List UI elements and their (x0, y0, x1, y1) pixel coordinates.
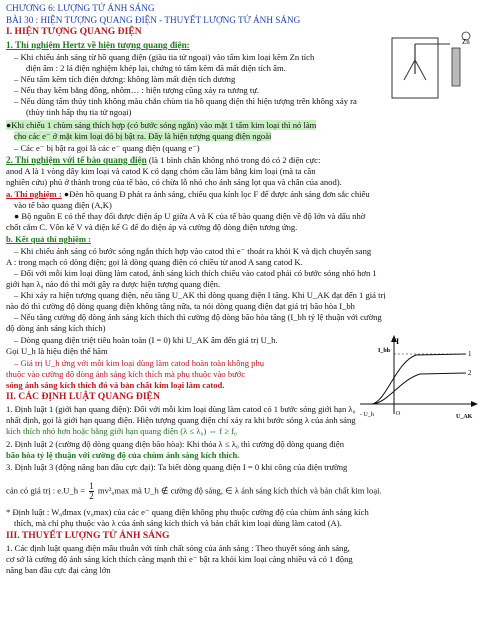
law2-line-1: 2. Định luật 2 (cường độ dòng quang điện bão hòa): Khi thỏa λ ≤ λ₀ thì cường độ dòng quang điện (6, 439, 345, 449)
experiment-line-3: ● Bộ nguồn E có thể thay đổi được điện áp U giữa A và K của tế bào quang điện về độ lớn và dấu nhờ (14, 211, 366, 221)
photocell-heading: 2. Thí nghiệm với tế bào quang điện (6, 155, 147, 165)
lesson-title: BÀI 30 : HIỆN TƯỢNG QUANG ĐIỆN - THUYẾT LƯỢNG TỬ ÁNH SÁNG (6, 15, 301, 25)
experiment-text-1: ●Đèn hồ quang Đ phát ra ánh sáng, chiếu qua kính lọc F để được ánh sáng đơn sắc chiếu (63, 189, 370, 199)
graph-saturation-label: I_bh (378, 348, 391, 354)
results-line-3: – Đối với mỗi kim loại dùng làm catod, ánh sáng kích thích chiếu vào catod phải có bước sóng nhỏ hơn 1 (14, 268, 377, 278)
hertz-line-4: – Nếu thay kẽm bằng đồng, nhôm… : hiện tượng cũng xảy ra tương tự. (14, 85, 260, 95)
half-fraction (89, 482, 94, 501)
definition-line-3: – Các e⁻ bị bật ra gọi là các e⁻ quang điện (quang e⁻) (14, 143, 200, 153)
law2-line-2: bão hòa tỷ lệ thuận với cường độ của chùm ánh sáng kích thích. (6, 450, 240, 460)
law3-line-2 (6, 482, 382, 501)
planck-line-2: cơ sở là cường độ ánh sáng kích thích càng mạnh thì e⁻ bật ra khỏi kim loại càng nhiều và có 1 động (6, 554, 353, 564)
results-line-1: – Khi chiếu ánh sáng có bước sóng ngắn thích hợp vào catod thì e⁻ thoát ra khỏi K và dịch chuyển sang (14, 246, 372, 256)
section-3-heading: III. THUYẾT LƯỢNG TỬ ÁNH SÁNG (6, 530, 170, 541)
results-line-7: – Nếu tăng cường độ dòng ánh sáng kích thích thì cường độ dòng bão hòa tăng (I_bh tỷ lệ thuận với cường (14, 312, 382, 322)
hertz-line-3: – Nếu tấm kẽm tích điện dương: không làm mất điện tích dương (14, 74, 236, 84)
results-heading: b. Kết quả thí nghiệm : (6, 234, 91, 244)
photocell-intro: (là 1 bình chân không nhỏ trong đó có 2 điện cực: (148, 155, 321, 165)
definition-line-1: ●Khi chiếu 1 chùm sáng thích hợp (có bước sóng ngắn) vào mặt 1 tấm kim loại thì nó làm (6, 120, 317, 130)
graph-y-label: I (396, 337, 400, 346)
experiment-line-2: vào tế bào quang điện (A,K) (14, 200, 112, 210)
graph-curve-2-label: 2 (468, 369, 472, 377)
current-voltage-graph (356, 332, 480, 424)
hertz-line-6: (thủy tinh hấp thụ tia tử ngoại) (26, 107, 132, 117)
experiment-line-4: chốt cắm C. Vôn kế V và điện kế G để đo điện áp và cường độ dòng điện tương ứng. (6, 222, 298, 232)
experiment-label: a. Thí nghiệm : (6, 189, 62, 199)
hertz-line-1: – Khi chiếu ánh sáng từ hồ quang điện (giàu tia tử ngoại) vào tấm kim loại kẽm Zn tích (14, 52, 315, 62)
definition-line-2: cho các e⁻ ở mặt kim loại đó bị bật ra. Đây là hiện tượng quang điện ngoài (14, 131, 272, 141)
section-2-heading: II. CÁC ĐỊNH LUẬT QUANG ĐIỆN (6, 391, 160, 402)
results-line-2: A : trong mạch có dòng điện; gọi là dòng quang điện có chiều từ anod A sang catod K. (6, 257, 303, 267)
hertz-line-5: – Nếu dùng tấm thủy tinh không màu chắn chùm tia hồ quang điện thì hiện tượng trên không xảy ra (14, 96, 357, 106)
section-1-heading: I. HIỆN TƯỢNG QUANG ĐIỆN (6, 26, 142, 37)
photocell-line-1 (6, 155, 320, 165)
chapter-title: CHƯƠNG 6: LƯỢNG TỬ ÁNH SÁNG (6, 3, 155, 13)
results-line-8: độ dòng ánh sáng kích thích) (6, 323, 106, 333)
zn-label: Zn (462, 38, 470, 46)
results-line-5: – Khi xảy ra hiện tượng quang điện, nếu tăng U_AK thì dòng quang điện I tăng. Khi U_AK đạt đến 1 giá trị (14, 290, 386, 300)
fraction-denominator: 2 (89, 491, 94, 501)
fraction-numerator: 1 (89, 481, 94, 491)
law1-line-2: nhất định, gọi là giới hạn quang điện. Hiện tượng quang điện chỉ xảy ra khi bước sóng λ của ánh sáng (6, 415, 356, 425)
law3-formula-prefix: cản có giá trị : e.U_h = (6, 485, 86, 496)
results-line-9: – Dòng quang điện triệt tiêu hoàn toàn (I = 0) khi U_AK âm đến giá trị U_h. (14, 335, 278, 345)
law3-line-1: 3. Định luật 3 (động năng ban đầu cực đại): Ta biết dòng quang điện I = 0 khi công của điện trường (6, 462, 348, 472)
photocell-line-3: nghiên cứu) phủ ở thành trong của tế bào, có chừa lỗ nhỏ cho ánh sáng lọt qua và chân của anod). (6, 177, 342, 187)
photocell-line-2: anod A là 1 vòng dây kim loại và catod K có dạng chỏm cầu làm bằng kim loại (mà ta cần (6, 166, 316, 176)
hertz-line-2: điện âm : 2 lá điện nghiệm khép lại, chứng tỏ tấm kẽm đã mất điện tích âm. (26, 63, 286, 73)
results-line-4: giới hạn λ₀ nào đó thì mới gây ra được hiện tượng quang điện. (6, 279, 221, 289)
graph-stopping-voltage-label: - U_h (360, 412, 374, 418)
graph-origin-label: O (396, 411, 401, 417)
graph-curve-1-label: 1 (468, 350, 472, 358)
results-line-10: Gọi U_h là hiệu điện thế hãm (6, 346, 108, 356)
note-line-1: * Định luật : W₀đmax (v₀max) của các e⁻ quang điện không phụ thuộc cường độ của chùm ánh sáng kích (6, 507, 369, 517)
planck-line-3: năng ban đầu cực đại càng lớn (6, 565, 111, 575)
graph-x-label: U_AK (456, 414, 473, 420)
law3-formula-suffix: mv²₀max mà U_h ∉ cường độ sáng, ∈ λ ánh sáng kích thích và bản chất kim loại. (97, 485, 382, 496)
experiment-line-1 (6, 189, 370, 199)
note-line-2: thích, mà chỉ phụ thuộc vào λ của ánh sáng kích thích và bản chất kim loại dùng làm catod (A). (14, 518, 342, 528)
results-line-11: – Giá trị U_h ứng với mỗi kim loại dùng làm catod hoàn toàn không phụ (14, 358, 265, 368)
electroscope-figure (390, 30, 482, 102)
results-line-13: sóng ánh sáng kích thích đó và bản chất kim loại làm catod. (6, 380, 225, 390)
results-line-6: nào đó thì cường độ dòng quang điện không tăng nữa, ta nói dòng quang điện đạt giá trị bão hòa I_bh (6, 301, 355, 311)
law1-line-1: 1. Định luật 1 (giới hạn quang điện): Đối với mỗi kim loại dùng làm catod có 1 bước sóng giới hạn λ₀ (6, 404, 356, 414)
results-line-12: thuộc vào cường độ dòng ánh sáng kích thích mà phụ thuộc vào bước (6, 369, 246, 379)
hertz-heading: 1. Thí nghiệm Hertz về hiện tượng quang điện: (6, 40, 190, 50)
planck-line-1: 1. Các định luật quang điện mâu thuẫn với tính chất sóng của ánh sáng : Theo thuyết sóng ánh sáng, (6, 543, 350, 553)
law1-line-3: kích thích nhỏ hơn hoặc bằng giới hạn quang điện (λ ≤ λ₀) ⇔ f ≥ f₀ (6, 426, 237, 436)
